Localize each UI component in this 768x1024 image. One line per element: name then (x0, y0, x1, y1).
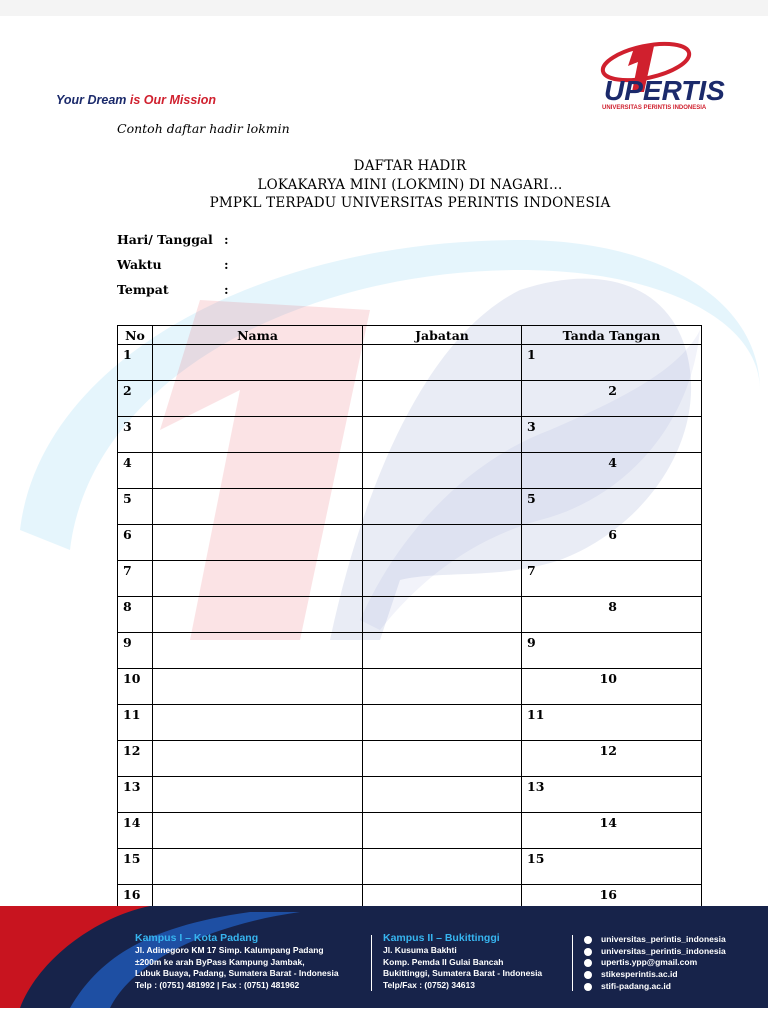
table-row (118, 777, 702, 813)
cell-tanda-tangan[interactable]: 6 (522, 525, 702, 561)
campus2-title: Kampus II – Bukittinggi (383, 932, 500, 944)
cell-nama[interactable] (153, 849, 363, 885)
cell-nama[interactable] (153, 489, 363, 525)
tagline-part2: is Our Mission (129, 93, 217, 107)
cell-no: 6 (118, 525, 153, 561)
table-row (118, 597, 702, 633)
social-instagram[interactable] (584, 934, 726, 946)
cell-jabatan[interactable] (363, 597, 522, 633)
cell-no: 11 (118, 705, 153, 741)
table-row (118, 669, 702, 705)
example-caption: Contoh daftar hadir lokmin (117, 121, 290, 136)
table-body (118, 345, 702, 957)
social-text: upertis.ypp@gmail.com (601, 957, 698, 968)
footer-campus1 (135, 931, 339, 991)
footer-divider (572, 935, 573, 991)
table-row (118, 345, 702, 381)
cell-nama[interactable] (153, 345, 363, 381)
cell-nama[interactable] (153, 705, 363, 741)
cell-tanda-tangan[interactable]: 5 (522, 489, 702, 525)
field-colon-time: : (224, 257, 229, 272)
globe-icon (584, 971, 592, 979)
cell-jabatan[interactable] (363, 633, 522, 669)
cell-no: 4 (118, 453, 153, 489)
cell-tanda-tangan[interactable]: 3 (522, 417, 702, 453)
email-icon (584, 959, 592, 967)
cell-nama[interactable] (153, 561, 363, 597)
cell-nama[interactable] (153, 417, 363, 453)
campus1-line2: ±200m ke arah ByPass Kampung Jambak, (135, 956, 305, 967)
field-colon-date: : (224, 232, 229, 247)
cell-tanda-tangan[interactable]: 2 (522, 381, 702, 417)
cell-no: 3 (118, 417, 153, 453)
footer-campus2 (383, 931, 542, 991)
table-row (118, 453, 702, 489)
campus2-line2: Komp. Pemda II Gulai Bancah (383, 956, 504, 967)
cell-jabatan[interactable] (363, 813, 522, 849)
cell-jabatan[interactable] (363, 489, 522, 525)
footer-bottom-strip (0, 1008, 768, 1024)
table-row (118, 813, 702, 849)
logo-subtext: UNIVERSITAS PERINTIS INDONESIA (602, 105, 707, 111)
campus1-title: Kampus I – Kota Padang (135, 932, 259, 944)
campus2-line4: Telp/Fax : (0752) 34613 (383, 979, 475, 990)
table-header-row (118, 326, 702, 345)
table-row (118, 741, 702, 777)
title-line1: DAFTAR HADIR (353, 158, 467, 174)
cell-nama[interactable] (153, 669, 363, 705)
cell-tanda-tangan[interactable]: 15 (522, 849, 702, 885)
campus1-line3: Lubuk Buaya, Padang, Sumatera Barat - Indonesia (135, 968, 339, 978)
social-text: universitas_perintis_indonesia (601, 934, 726, 945)
table-row (118, 849, 702, 885)
cell-tanda-tangan[interactable]: 8 (522, 597, 702, 633)
top-band (0, 0, 768, 16)
cell-no: 12 (118, 741, 153, 777)
table-row (118, 381, 702, 417)
table-row (118, 705, 702, 741)
cell-tanda-tangan[interactable]: 12 (522, 741, 702, 777)
cell-jabatan[interactable] (363, 453, 522, 489)
header-no: No (118, 326, 153, 345)
cell-no: 9 (118, 633, 153, 669)
campus2-line1: Jl. Kusuma Bakhti (383, 945, 457, 955)
social-text: stifi-padang.ac.id (601, 980, 671, 991)
cell-nama[interactable] (153, 741, 363, 777)
cell-tanda-tangan[interactable]: 1 (522, 345, 702, 381)
social-website1[interactable] (584, 969, 726, 981)
globe-icon (584, 983, 592, 991)
cell-no: 2 (118, 381, 153, 417)
cell-jabatan[interactable] (363, 669, 522, 705)
table-row (118, 417, 702, 453)
social-facebook[interactable] (584, 946, 726, 958)
table-row (118, 525, 702, 561)
cell-jabatan[interactable] (363, 381, 522, 417)
footer-divider (371, 935, 372, 991)
tagline (56, 93, 216, 107)
cell-jabatan[interactable] (363, 777, 522, 813)
cell-tanda-tangan[interactable]: 10 (522, 669, 702, 705)
cell-nama[interactable] (153, 813, 363, 849)
logo-wordmark: UPERTIS (604, 75, 725, 106)
cell-jabatan[interactable] (363, 525, 522, 561)
cell-tanda-tangan[interactable]: 13 (522, 777, 702, 813)
table-row (118, 489, 702, 525)
campus1-line1: Jl. Adinegoro KM 17 Simp. Kalumpang Padang (135, 945, 324, 955)
field-colon-place: : (224, 282, 229, 297)
cell-nama[interactable] (153, 453, 363, 489)
cell-jabatan[interactable] (363, 561, 522, 597)
campus2-line3: Bukittinggi, Sumatera Barat - Indonesia (383, 968, 543, 978)
campus1-line4: Telp : (0751) 481992 | Fax : (0751) 481962 (135, 979, 300, 990)
title-line3: PMPKL TERPADU UNIVERSITAS PERINTIS INDONESIA (209, 195, 611, 211)
header-jabatan: Jabatan (363, 326, 522, 345)
cell-jabatan[interactable] (363, 705, 522, 741)
cell-jabatan[interactable] (363, 345, 522, 381)
cell-jabatan[interactable] (363, 417, 522, 453)
footer-social (584, 934, 726, 992)
facebook-icon (584, 948, 592, 956)
social-text: stikesperintis.ac.id (601, 969, 678, 980)
field-label-time: Waktu (117, 257, 162, 272)
cell-no: 10 (118, 669, 153, 705)
table-row (118, 561, 702, 597)
cell-tanda-tangan[interactable]: 4 (522, 453, 702, 489)
tagline-part1: Your Dream (56, 93, 127, 107)
instagram-icon (584, 936, 592, 944)
field-label-place: Tempat (117, 282, 169, 297)
cell-nama[interactable] (153, 525, 363, 561)
cell-tanda-tangan[interactable]: 7 (522, 561, 702, 597)
header-nama: Nama (153, 326, 363, 345)
header-tanda-tangan: Tanda Tangan (522, 326, 702, 345)
cell-no: 14 (118, 813, 153, 849)
social-text: universitas_perintis_indonesia (601, 945, 726, 956)
attendance-table (117, 325, 702, 957)
cell-jabatan[interactable] (363, 741, 522, 777)
cell-nama[interactable] (153, 381, 363, 417)
social-email[interactable] (584, 957, 726, 969)
field-label-date: Hari/ Tanggal (117, 232, 213, 247)
cell-no: 7 (118, 561, 153, 597)
table-row (118, 633, 702, 669)
cell-jabatan[interactable] (363, 849, 522, 885)
cell-no: 13 (118, 777, 153, 813)
upertis-logo (598, 38, 738, 114)
cell-tanda-tangan[interactable]: 9 (522, 633, 702, 669)
cell-no: 8 (118, 597, 153, 633)
cell-tanda-tangan[interactable]: 16 (522, 885, 702, 921)
cell-no: 16 (118, 885, 153, 921)
cell-no: 1 (118, 345, 153, 381)
cell-nama[interactable] (153, 597, 363, 633)
cell-no: 5 (118, 489, 153, 525)
title-line2: LOKAKARYA MINI (LOKMIN) DI NAGARI… (257, 177, 563, 193)
cell-nama[interactable] (153, 777, 363, 813)
social-website2[interactable] (584, 981, 726, 993)
cell-nama[interactable] (153, 633, 363, 669)
cell-tanda-tangan[interactable]: 14 (522, 813, 702, 849)
cell-tanda-tangan[interactable]: 11 (522, 705, 702, 741)
cell-no: 15 (118, 849, 153, 885)
